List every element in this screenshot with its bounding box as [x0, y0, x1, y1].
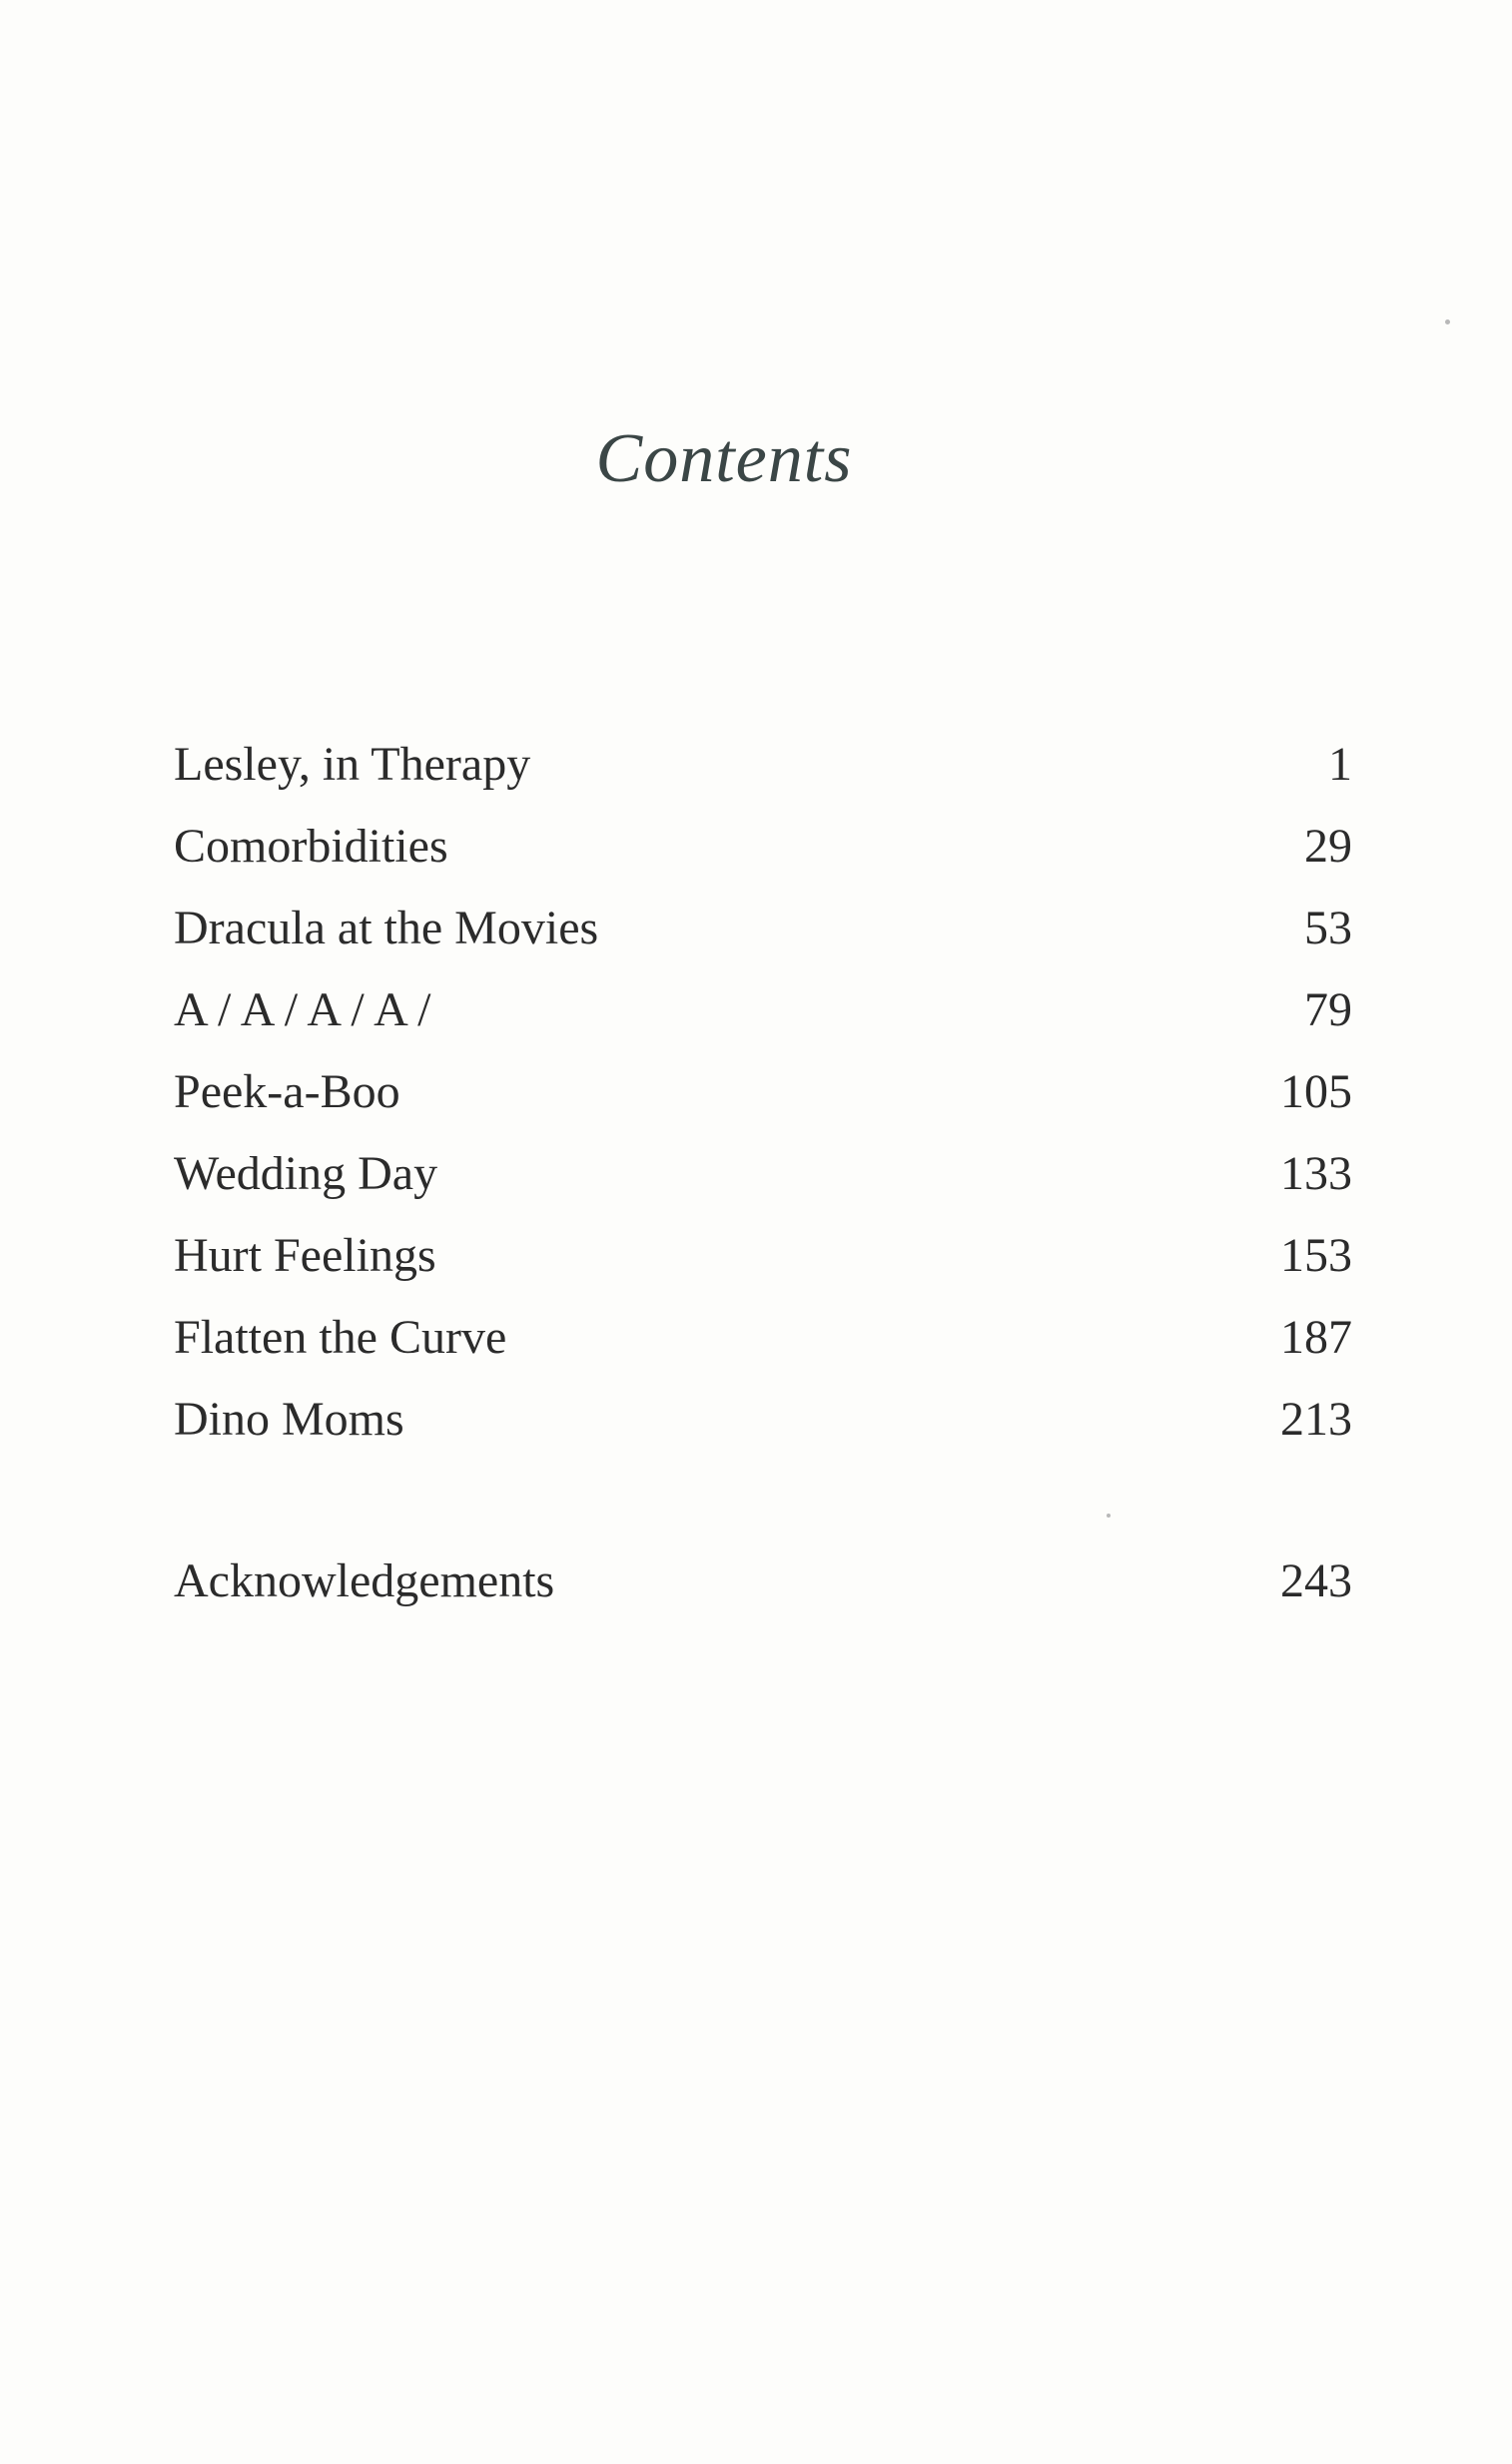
entry-title: Hurt Feelings	[174, 1229, 436, 1282]
toc-entry	[174, 982, 1352, 1064]
paper-speck	[1445, 319, 1450, 324]
toc-entry	[174, 1064, 1352, 1146]
entry-title: Flatten the Curve	[174, 1311, 507, 1364]
entry-page-number: 29	[1304, 820, 1352, 873]
entry-title: Dino Moms	[174, 1393, 404, 1446]
entry-title: Lesley, in Therapy	[174, 738, 531, 791]
toc-entry	[174, 1146, 1352, 1228]
entry-page-number: 187	[1280, 1311, 1352, 1364]
toc-entry	[174, 737, 1352, 819]
toc-entry	[174, 901, 1352, 982]
entry-title: A / A / A / A /	[174, 983, 431, 1036]
table-of-contents	[174, 737, 1352, 1635]
entry-title: Dracula at the Movies	[174, 902, 599, 954]
entry-title: Acknowledgements	[174, 1554, 555, 1607]
toc-entry	[174, 1392, 1352, 1474]
toc-entry	[174, 1310, 1352, 1392]
toc-entry	[174, 1228, 1352, 1310]
entry-title: Wedding Day	[174, 1147, 438, 1200]
section-gap	[174, 1474, 1352, 1553]
toc-entry-back-matter	[174, 1553, 1352, 1635]
entry-page-number: 53	[1304, 902, 1352, 954]
entry-title: Comorbidities	[174, 820, 448, 873]
entry-page-number: 105	[1280, 1065, 1352, 1118]
toc-entry	[174, 819, 1352, 901]
entry-page-number: 79	[1304, 983, 1352, 1036]
entry-page-number: 243	[1280, 1554, 1352, 1607]
entry-page-number: 153	[1280, 1229, 1352, 1282]
entry-page-number: 1	[1328, 738, 1352, 791]
page-title: Contents	[595, 420, 853, 497]
entry-page-number: 133	[1280, 1147, 1352, 1200]
entry-page-number: 213	[1280, 1393, 1352, 1446]
entry-title: Peek-a-Boo	[174, 1065, 400, 1118]
